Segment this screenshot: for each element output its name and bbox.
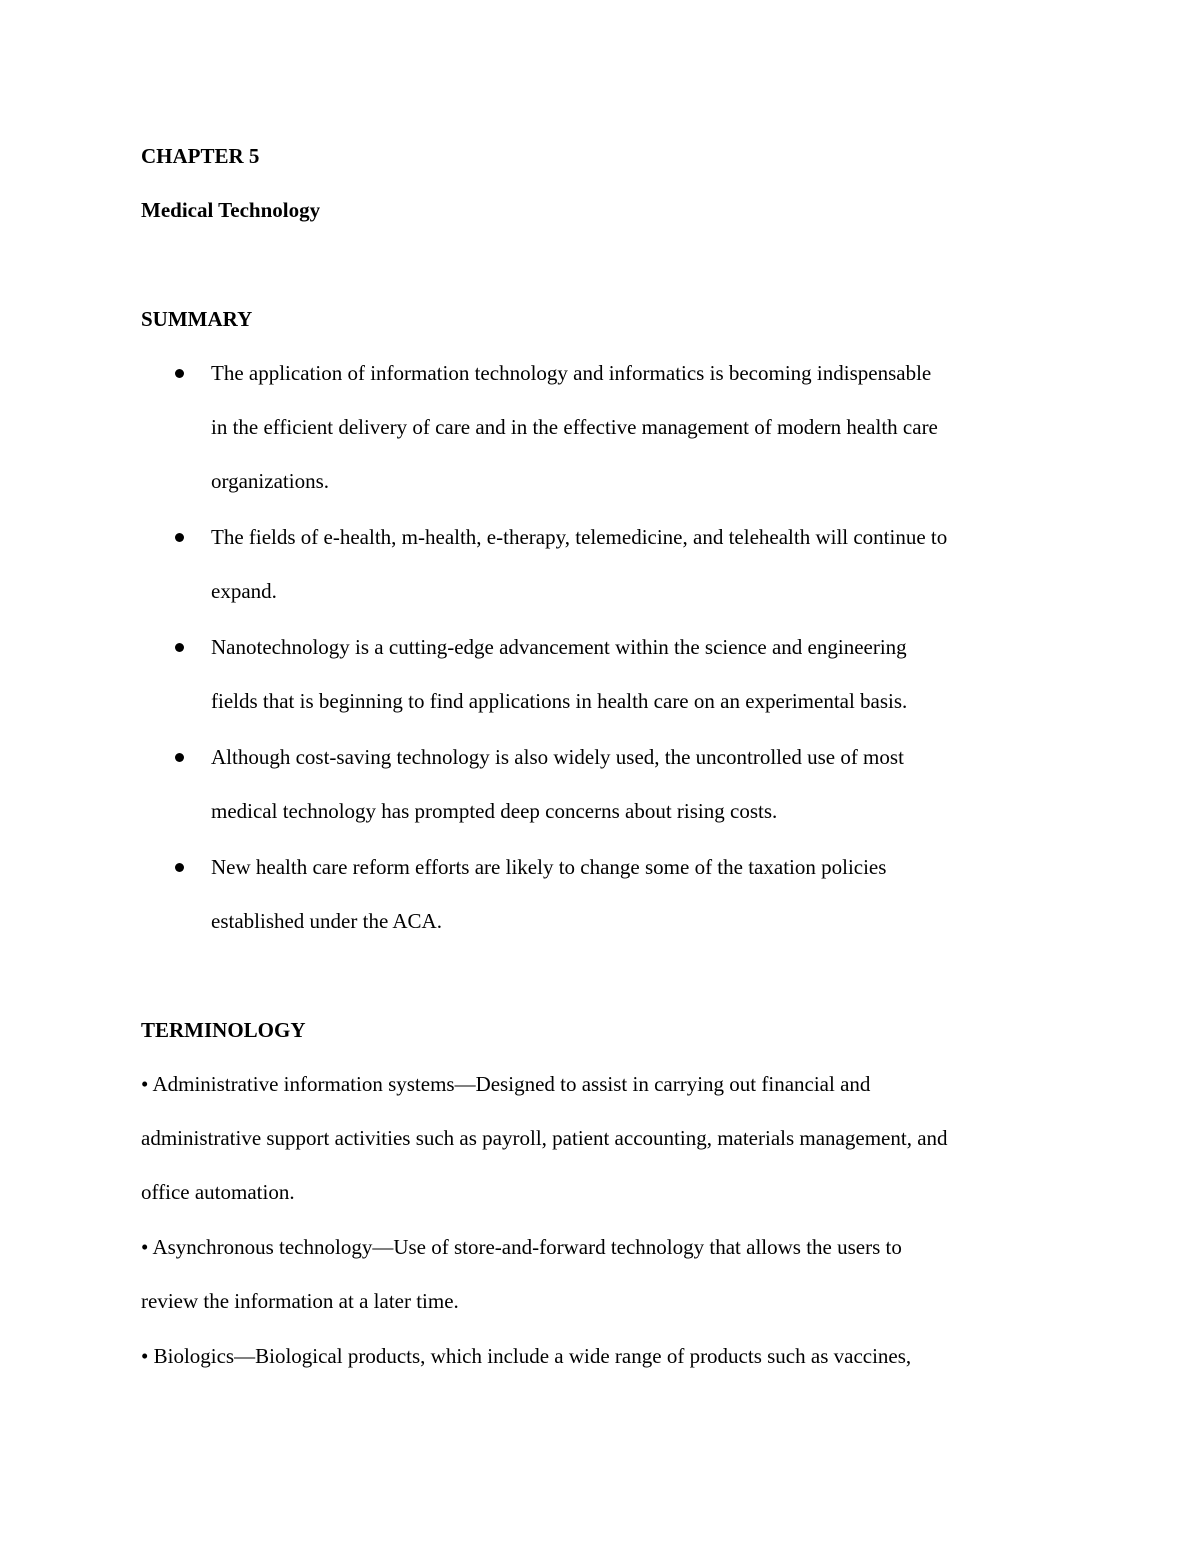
bullet-icon <box>175 533 184 542</box>
summary-line: Nanotechnology is a cutting-edge advancement within the science and engineering <box>211 635 907 659</box>
summary-item <box>0 510 1081 618</box>
summary-heading: SUMMARY <box>141 307 253 331</box>
summary-line: in the efficient delivery of care and in the effective management of modern health care <box>211 415 938 439</box>
chapter-title: Medical Technology <box>141 198 321 222</box>
bullet-icon <box>175 863 184 872</box>
chapter-label: CHAPTER 5 <box>141 144 260 168</box>
term-line: • Biologics—Biological products, which include a wide range of products such as vaccines, <box>141 1344 912 1368</box>
summary-item <box>0 730 1081 838</box>
summary-line: expand. <box>211 579 277 603</box>
term-line: administrative support activities such as payroll, patient accounting, materials management, and <box>141 1126 948 1150</box>
terminology-heading: TERMINOLOGY <box>141 1018 306 1042</box>
summary-line: New health care reform efforts are likely to change some of the taxation policies <box>211 855 887 879</box>
summary-item <box>0 346 1081 508</box>
bullet-icon <box>175 369 184 378</box>
summary-line: organizations. <box>211 469 330 493</box>
bullet-icon <box>175 753 184 762</box>
term-entry <box>141 1220 1081 1328</box>
summary-line: medical technology has prompted deep concerns about rising costs. <box>211 799 778 823</box>
term-entry <box>141 1329 1081 1383</box>
term-line: office automation. <box>141 1180 295 1204</box>
summary-line: Although cost-saving technology is also widely used, the uncontrolled use of most <box>211 745 904 769</box>
summary-line: fields that is beginning to find applications in health care on an experimental basis. <box>211 689 908 713</box>
term-line: • Asynchronous technology—Use of store-and-forward technology that allows the users to <box>141 1235 902 1259</box>
summary-line: The application of information technology and informatics is becoming indispensable <box>211 361 932 385</box>
terminology-list <box>141 1057 1081 1384</box>
term-line: • Administrative information systems—Designed to assist in carrying out financial and <box>141 1072 871 1096</box>
bullet-icon <box>175 643 184 652</box>
summary-line: The fields of e-health, m-health, e-therapy, telemedicine, and telehealth will continue to <box>211 525 948 549</box>
term-line: review the information at a later time. <box>141 1289 459 1313</box>
summary-item <box>0 620 1081 728</box>
summary-item <box>0 840 1081 948</box>
summary-list <box>0 346 1200 950</box>
term-entry <box>141 1057 1081 1219</box>
summary-line: established under the ACA. <box>211 909 442 933</box>
